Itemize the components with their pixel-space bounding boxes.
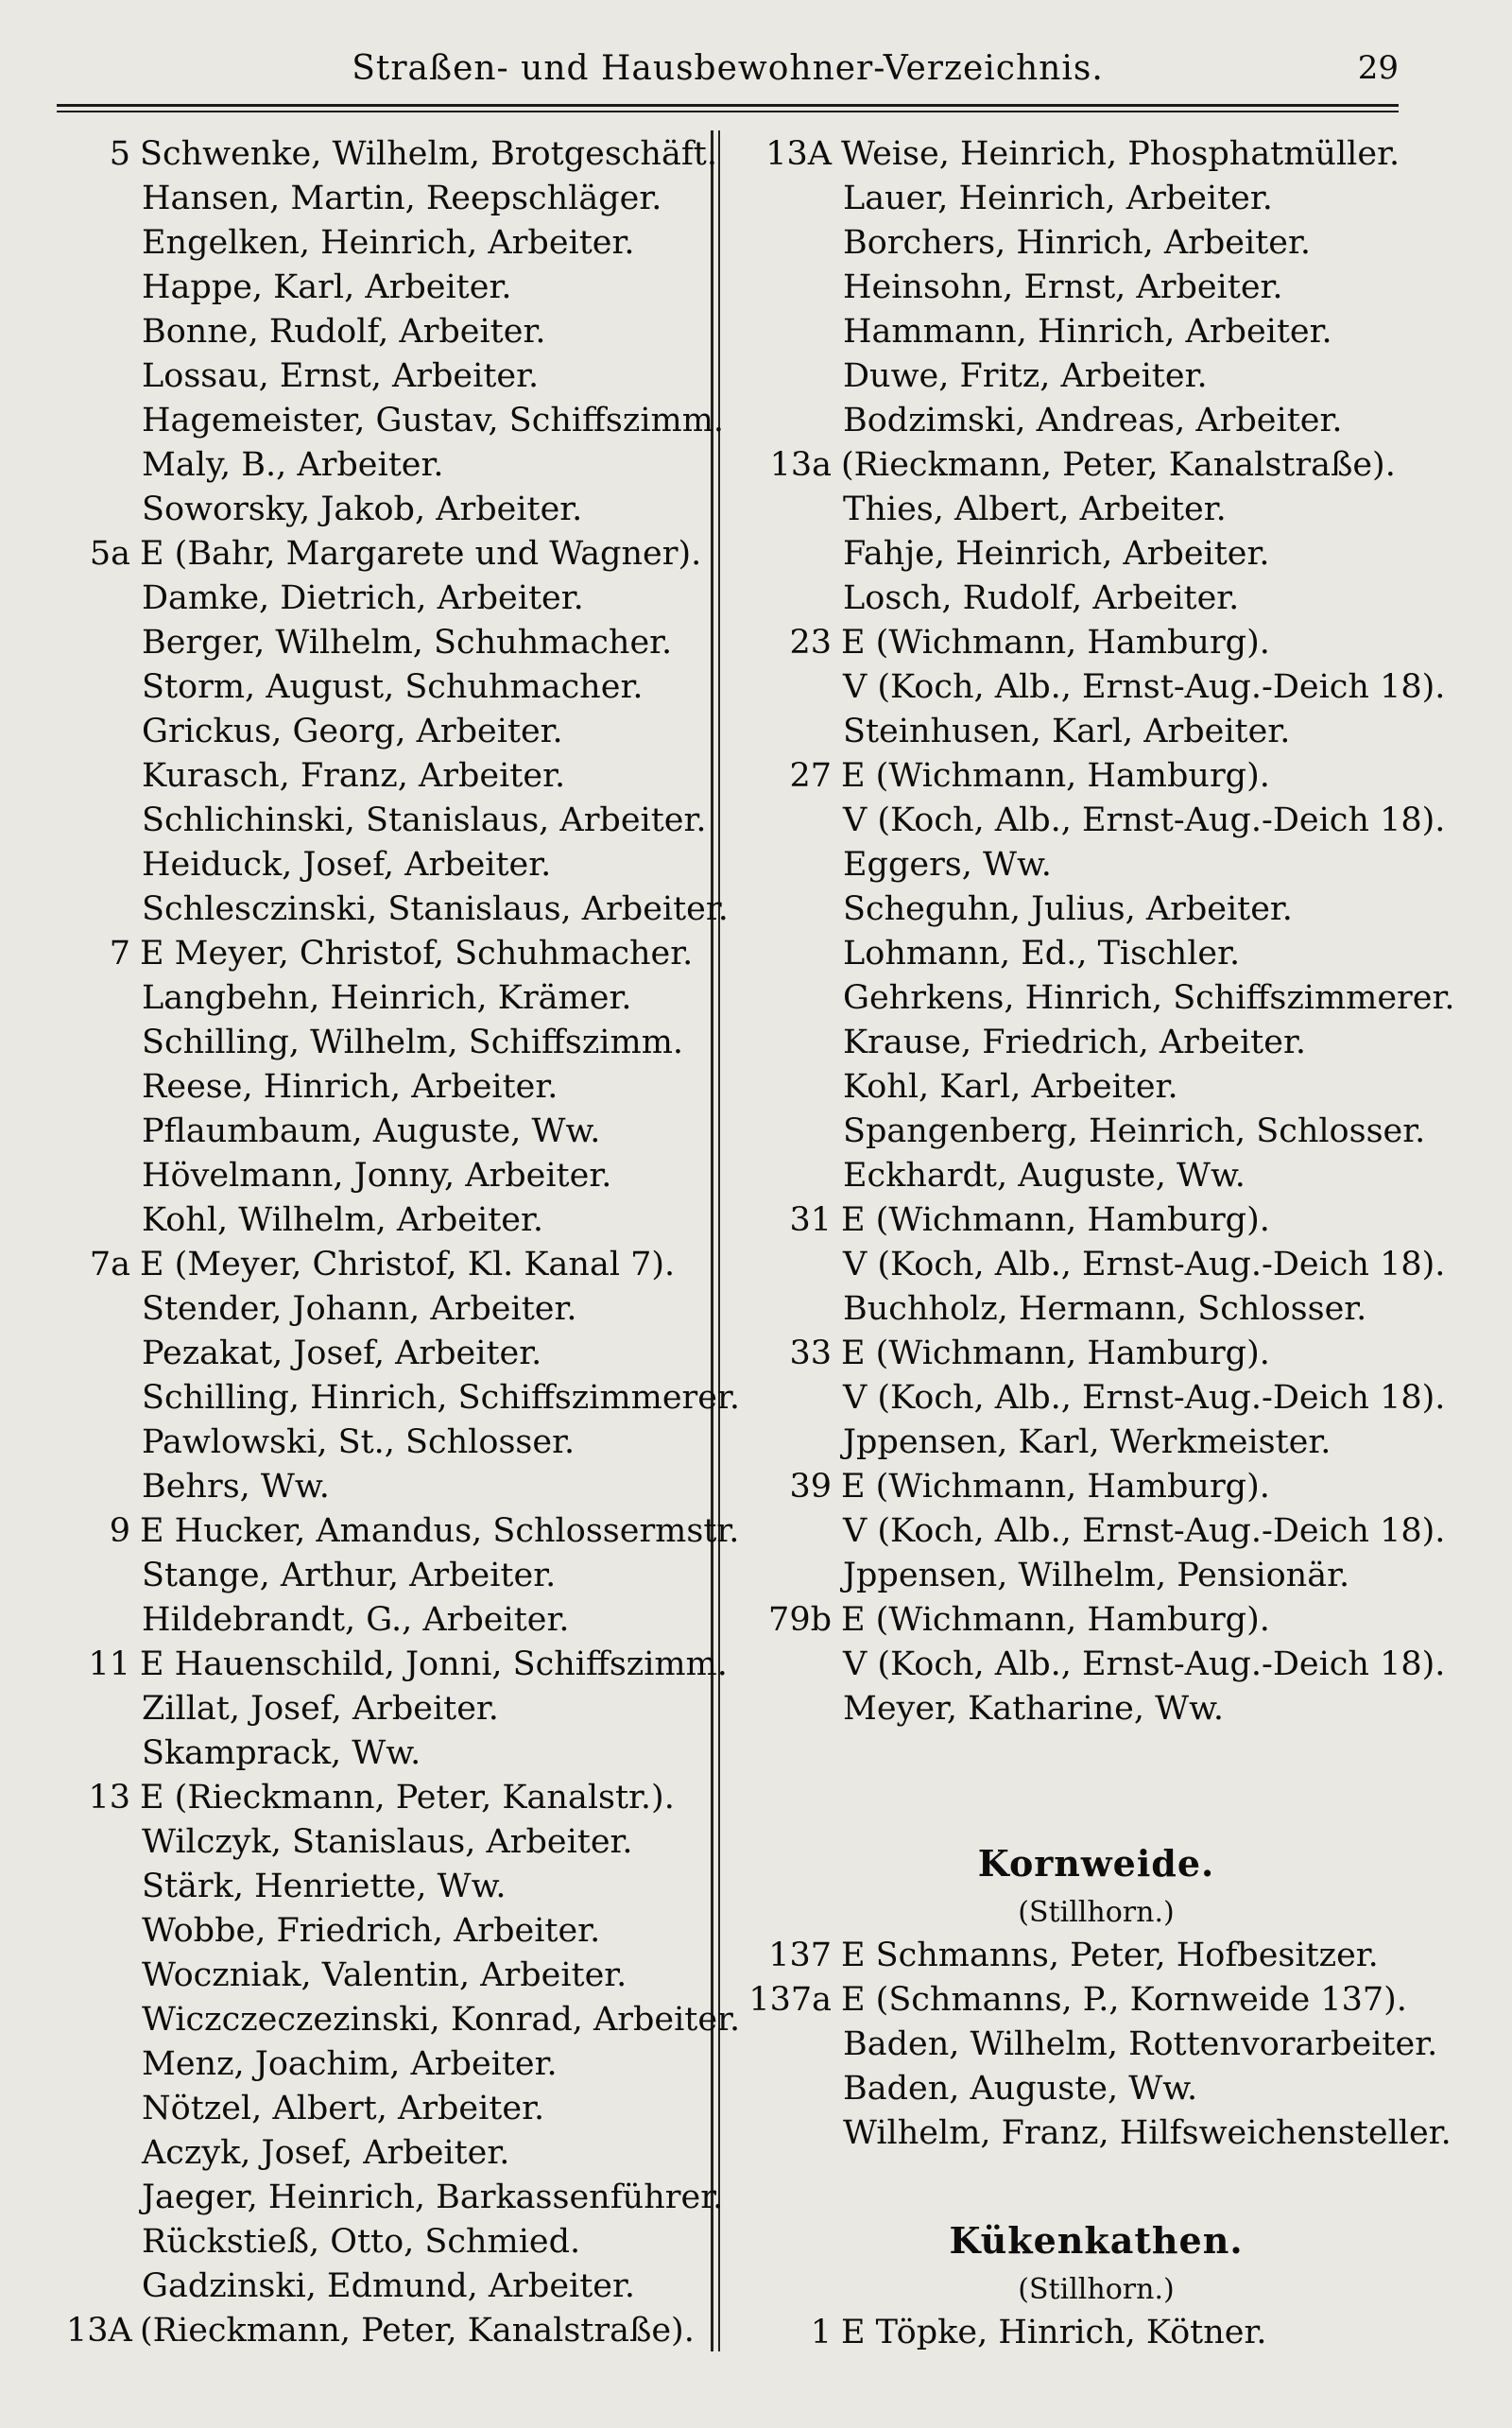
directory-entry	[66, 1731, 728, 1776]
resident-entry: Baden, Auguste, Ww.	[843, 2070, 1198, 2108]
directory-entry	[747, 1243, 1446, 1287]
resident-entry: Borchers, Hinrich, Arbeiter.	[843, 224, 1312, 262]
resident-entry: Kohl, Wilhelm, Arbeiter.	[142, 1201, 544, 1239]
directory-entry	[66, 665, 728, 710]
resident-entry: Thies, Albert, Arbeiter.	[843, 491, 1227, 528]
directory-entry	[66, 932, 728, 976]
directory-entry	[66, 1154, 728, 1198]
house-number: 79b	[768, 1601, 832, 1639]
directory-entry	[66, 132, 728, 177]
house-number: 13A	[66, 2312, 132, 2350]
resident-entry: Gehrkens, Hinrich, Schiffszimmerer.	[843, 979, 1455, 1017]
house-number: 13a	[769, 446, 832, 484]
directory-entry	[747, 1021, 1446, 1065]
resident-entry: (Rieckmann, Peter, Kanalstraße).	[140, 2312, 695, 2350]
resident-entry: Weise, Heinrich, Phosphatmüller.	[841, 135, 1400, 173]
directory-entry	[66, 754, 728, 799]
resident-entry: E (Wichmann, Hamburg).	[841, 624, 1270, 662]
directory-entry	[747, 1598, 1446, 1643]
directory-entry	[66, 1243, 728, 1287]
house-number: 23	[789, 624, 832, 662]
resident-entry: E (Bahr, Margarete und Wagner).	[140, 535, 702, 573]
resident-entry: Heiduck, Josef, Arbeiter.	[142, 846, 552, 884]
directory-entry	[66, 976, 728, 1021]
directory-entry	[747, 1509, 1446, 1554]
resident-entry: Jppensen, Wilhelm, Pensionär.	[843, 1557, 1350, 1594]
directory-entry	[66, 354, 728, 399]
resident-entry: E Meyer, Christof, Schuhmacher.	[140, 935, 694, 973]
section-spacer	[747, 2156, 1446, 2213]
header-rule	[57, 104, 1399, 107]
section-title-kuekenkathen: Kükenkathen.	[949, 2219, 1244, 2262]
directory-entry	[66, 577, 728, 621]
resident-entry: E Hucker, Amandus, Schlossermstr.	[140, 1512, 740, 1550]
resident-entry: Behrs, Ww.	[142, 1468, 330, 1506]
resident-entry: Bonne, Rudolf, Arbeiter.	[142, 313, 546, 351]
resident-entry: Duwe, Fritz, Arbeiter.	[843, 357, 1208, 395]
house-number: 7a	[89, 1246, 130, 1283]
directory-entry	[66, 1954, 728, 1998]
resident-entry: E (Wichmann, Hamburg).	[841, 1601, 1270, 1639]
directory-entry	[66, 1643, 728, 1687]
directory-entry	[66, 399, 728, 443]
resident-entry: E (Meyer, Christof, Kl. Kanal 7).	[140, 1246, 676, 1283]
directory-entry	[66, 1065, 728, 1110]
directory-entry	[66, 1554, 728, 1598]
resident-entry: Maly, B., Arbeiter.	[142, 446, 444, 484]
directory-entry	[66, 177, 728, 221]
resident-entry: Losch, Rudolf, Arbeiter.	[843, 579, 1240, 617]
house-number: 13A	[765, 135, 832, 173]
resident-entry: Woczniak, Valentin, Arbeiter.	[142, 1956, 627, 1994]
directory-entry	[66, 1687, 728, 1731]
resident-entry: Kohl, Karl, Arbeiter.	[843, 1068, 1178, 1106]
directory-entry	[66, 2042, 728, 2087]
resident-entry: Baden, Wilhelm, Rottenvorarbeiter.	[843, 2025, 1438, 2063]
directory-entry	[747, 932, 1446, 976]
section-entries-kornweide	[747, 1934, 1452, 2156]
directory-entry	[747, 2023, 1446, 2067]
directory-entry	[66, 2309, 728, 2353]
directory-entry	[66, 1776, 728, 1820]
directory-entry	[66, 1998, 741, 2042]
directory-entry	[66, 1021, 728, 1065]
directory-entry	[747, 1687, 1446, 1731]
resident-entry: Scheguhn, Julius, Arbeiter.	[843, 890, 1293, 928]
house-number: 33	[789, 1335, 832, 1372]
directory-entry	[66, 1465, 728, 1509]
resident-entry: Pflaumbaum, Auguste, Ww.	[142, 1112, 601, 1150]
directory-entry	[747, 1643, 1446, 1687]
resident-entry: E (Rieckmann, Peter, Kanalstr.).	[140, 1779, 675, 1817]
resident-entry: Storm, August, Schuhmacher.	[142, 668, 644, 706]
directory-entry	[747, 665, 1446, 710]
resident-entry: Buchholz, Hermann, Schlosser.	[843, 1290, 1367, 1328]
directory-entry	[747, 710, 1446, 754]
left-column	[66, 132, 741, 2353]
directory-entry	[66, 1865, 728, 1909]
resident-entry: Lohmann, Ed., Tischler.	[843, 935, 1241, 973]
resident-entry: Wobbe, Friedrich, Arbeiter.	[142, 1912, 601, 1950]
resident-entry: Wilhelm, Franz, Hilfsweichensteller.	[843, 2114, 1452, 2152]
directory-entry	[66, 2087, 728, 2131]
resident-entry: Schwenke, Wilhelm, Brotgeschäft.	[140, 135, 717, 173]
resident-entry: Hildebrandt, G., Arbeiter.	[142, 1601, 570, 1639]
resident-entry: V (Koch, Alb., Ernst-Aug.-Deich 18).	[843, 1246, 1446, 1283]
resident-entry: Heinsohn, Ernst, Arbeiter.	[843, 268, 1283, 306]
resident-entry: Eggers, Ww.	[843, 846, 1052, 884]
resident-entry: Langbehn, Heinrich, Krämer.	[142, 979, 632, 1017]
resident-entry: V (Koch, Alb., Ernst-Aug.-Deich 18).	[843, 1645, 1446, 1683]
directory-entry	[747, 1934, 1446, 1978]
resident-entry: Menz, Joachim, Arbeiter.	[142, 2045, 558, 2083]
directory-entry	[747, 976, 1455, 1021]
directory-entry	[747, 2111, 1452, 2156]
resident-entry: Schlichinski, Stanislaus, Arbeiter.	[142, 801, 707, 839]
resident-entry: Bodzimski, Andreas, Arbeiter.	[843, 402, 1343, 439]
resident-entry: E (Wichmann, Hamburg).	[841, 1468, 1270, 1506]
directory-entry	[747, 488, 1446, 532]
resident-entry: V (Koch, Alb., Ernst-Aug.-Deich 18).	[843, 801, 1446, 839]
directory-entry	[66, 1332, 728, 1376]
section-entries-kuekenkathen	[747, 2311, 1446, 2355]
directory-entry	[747, 621, 1446, 665]
directory-entry	[66, 843, 728, 887]
resident-entry: Stärk, Henriette, Ww.	[142, 1868, 507, 1905]
directory-entry	[747, 799, 1446, 843]
house-number: 31	[789, 1201, 832, 1239]
directory-entry	[747, 1465, 1446, 1509]
resident-entry: Schilling, Wilhelm, Schiffszimm.	[142, 1024, 684, 1061]
directory-entry	[747, 443, 1446, 488]
directory-entry	[66, 532, 728, 577]
resident-entry: Lossau, Ernst, Arbeiter.	[142, 357, 540, 395]
resident-entry: Hammann, Hinrich, Arbeiter.	[843, 313, 1332, 351]
resident-entry: V (Koch, Alb., Ernst-Aug.-Deich 18).	[843, 1512, 1446, 1550]
resident-entry: E (Wichmann, Hamburg).	[841, 1335, 1270, 1372]
directory-entry	[66, 1820, 728, 1865]
directory-entry	[66, 887, 728, 932]
resident-entry: Engelken, Heinrich, Arbeiter.	[142, 224, 635, 262]
house-number: 7	[109, 935, 130, 973]
directory-entry	[66, 1421, 728, 1465]
directory-entry	[747, 1332, 1446, 1376]
directory-entry	[66, 2131, 728, 2176]
directory-entry	[66, 1376, 740, 1421]
resident-entry: V (Koch, Alb., Ernst-Aug.-Deich 18).	[843, 668, 1446, 706]
house-number: 39	[789, 1468, 832, 1506]
resident-entry: Schilling, Hinrich, Schiffszimmerer.	[142, 1379, 740, 1417]
resident-entry: Gadzinski, Edmund, Arbeiter.	[142, 2267, 636, 2305]
directory-entry	[747, 843, 1446, 887]
resident-entry: Nötzel, Albert, Arbeiter.	[142, 2090, 545, 2127]
resident-entry: Damke, Dietrich, Arbeiter.	[142, 579, 584, 617]
resident-entry: Fahje, Heinrich, Arbeiter.	[843, 535, 1270, 573]
directory-entry	[747, 1421, 1446, 1465]
resident-entry: E Töpke, Hinrich, Kötner.	[841, 2314, 1267, 2351]
directory-entry	[747, 310, 1446, 354]
resident-entry: Kurasch, Franz, Arbeiter.	[142, 757, 566, 795]
page-title: Straßen- und Hausbewohner-Verzeichnis.	[352, 49, 1104, 88]
resident-entry: E (Schmanns, P., Kornweide 137).	[841, 1981, 1407, 2019]
directory-entry	[747, 754, 1446, 799]
resident-entry: Wilczyk, Stanislaus, Arbeiter.	[142, 1823, 633, 1861]
directory-entry	[66, 1198, 728, 1243]
resident-entry: V (Koch, Alb., Ernst-Aug.-Deich 18).	[843, 1379, 1446, 1417]
house-number: 13	[88, 1779, 130, 1817]
directory-entry	[66, 266, 728, 310]
resident-entry: Steinhusen, Karl, Arbeiter.	[843, 713, 1291, 750]
directory-entry	[66, 1287, 728, 1332]
directory-entry	[66, 799, 728, 843]
resident-entry: E (Wichmann, Hamburg).	[841, 1201, 1270, 1239]
resident-entry: Meyer, Katharine, Ww.	[843, 1690, 1224, 1728]
house-number: 5a	[89, 535, 130, 573]
resident-entry: Skamprack, Ww.	[142, 1734, 421, 1772]
resident-entry: Hövelmann, Jonny, Arbeiter.	[142, 1157, 612, 1195]
header-rule-thin	[57, 111, 1399, 112]
directory-entry	[747, 1154, 1446, 1198]
resident-entry: E Schmanns, Peter, Hofbesitzer.	[841, 1937, 1379, 1974]
resident-entry: Jaeger, Heinrich, Barkassenführer.	[142, 2178, 724, 2216]
resident-entry: Pezakat, Josef, Arbeiter.	[142, 1335, 542, 1372]
resident-entry: Grickus, Georg, Arbeiter.	[142, 713, 563, 750]
section-title-kornweide: Kornweide.	[977, 1842, 1215, 1885]
house-number: 27	[789, 757, 832, 795]
directory-entry	[747, 221, 1446, 266]
resident-entry: Soworsky, Jakob, Arbeiter.	[142, 491, 583, 528]
house-number: 137a	[748, 1981, 832, 2019]
directory-entry	[747, 2067, 1446, 2111]
resident-entry: Hagemeister, Gustav, Schiffszimm.	[142, 402, 725, 439]
resident-entry: Reese, Hinrich, Arbeiter.	[142, 1068, 558, 1106]
directory-entry	[66, 1598, 728, 1643]
resident-entry: Eckhardt, Auguste, Ww.	[843, 1157, 1246, 1195]
resident-entry: Jppensen, Karl, Werkmeister.	[843, 1423, 1332, 1461]
house-number: 137	[768, 1937, 832, 1974]
directory-entry	[66, 2264, 728, 2309]
resident-entry: Krause, Friedrich, Arbeiter.	[843, 1024, 1306, 1061]
directory-entry	[66, 1509, 740, 1554]
resident-entry: Aczyk, Josef, Arbeiter.	[142, 2134, 510, 2172]
section-subtitle-kornweide: (Stillhorn.)	[1018, 1896, 1175, 1929]
directory-entry	[747, 1110, 1446, 1154]
page-number: 29	[1357, 49, 1399, 87]
resident-entry: Lauer, Heinrich, Arbeiter.	[843, 180, 1273, 217]
directory-entry	[747, 1065, 1446, 1110]
directory-entry	[66, 710, 728, 754]
directory-entry	[66, 1909, 728, 1954]
directory-entry	[66, 2176, 728, 2220]
resident-entry: Zillat, Josef, Arbeiter.	[142, 1690, 499, 1728]
directory-entry	[747, 1287, 1446, 1332]
directory-entry	[747, 1376, 1446, 1421]
directory-entry	[747, 577, 1446, 621]
directory-entry	[747, 2311, 1446, 2355]
resident-entry: Spangenberg, Heinrich, Schlosser.	[843, 1112, 1426, 1150]
directory-entry	[747, 399, 1446, 443]
directory-entry	[747, 532, 1446, 577]
directory-entry	[747, 266, 1446, 310]
resident-entry: Happe, Karl, Arbeiter.	[142, 268, 512, 306]
section-subtitle-kuekenkathen: (Stillhorn.)	[1018, 2273, 1175, 2306]
house-number: 9	[109, 1512, 130, 1550]
directory-entry	[747, 177, 1446, 221]
resident-entry: E (Wichmann, Hamburg).	[841, 757, 1270, 795]
directory-entry	[66, 310, 728, 354]
section-spacer	[747, 1731, 1446, 1835]
resident-entry: Berger, Wilhelm, Schuhmacher.	[142, 624, 673, 662]
directory-entry	[66, 443, 728, 488]
resident-entry: Wiczczeczezinski, Konrad, Arbeiter.	[142, 2001, 741, 2039]
resident-entry: Pawlowski, St., Schlosser.	[142, 1423, 576, 1461]
resident-entry: E Hauenschild, Jonni, Schiffszimm.	[140, 1645, 728, 1683]
house-number: 5	[109, 135, 130, 173]
resident-entry: Schlesczinski, Stanislaus, Arbeiter.	[142, 890, 729, 928]
right-column-entries	[747, 132, 1455, 1731]
directory-entry	[66, 621, 728, 665]
right-column	[747, 132, 1455, 2355]
house-number: 1	[810, 2314, 832, 2351]
resident-entry: Stange, Arthur, Arbeiter.	[142, 1557, 557, 1594]
resident-entry: Hansen, Martin, Reepschläger.	[142, 180, 662, 217]
directory-entry	[66, 488, 728, 532]
directory-entry	[747, 1198, 1446, 1243]
directory-entry	[747, 1978, 1446, 2023]
directory-entry	[66, 1110, 728, 1154]
directory-entry	[747, 1554, 1446, 1598]
directory-entry	[66, 2220, 728, 2264]
directory-entry	[747, 887, 1446, 932]
resident-entry: Rückstieß, Otto, Schmied.	[142, 2223, 581, 2261]
page-header	[57, 49, 1399, 106]
directory-entry	[747, 354, 1446, 399]
house-number: 11	[88, 1645, 130, 1683]
resident-entry: Stender, Johann, Arbeiter.	[142, 1290, 577, 1328]
resident-entry: (Rieckmann, Peter, Kanalstraße).	[841, 446, 1396, 484]
directory-entry	[66, 221, 728, 266]
directory-entry	[747, 132, 1446, 177]
